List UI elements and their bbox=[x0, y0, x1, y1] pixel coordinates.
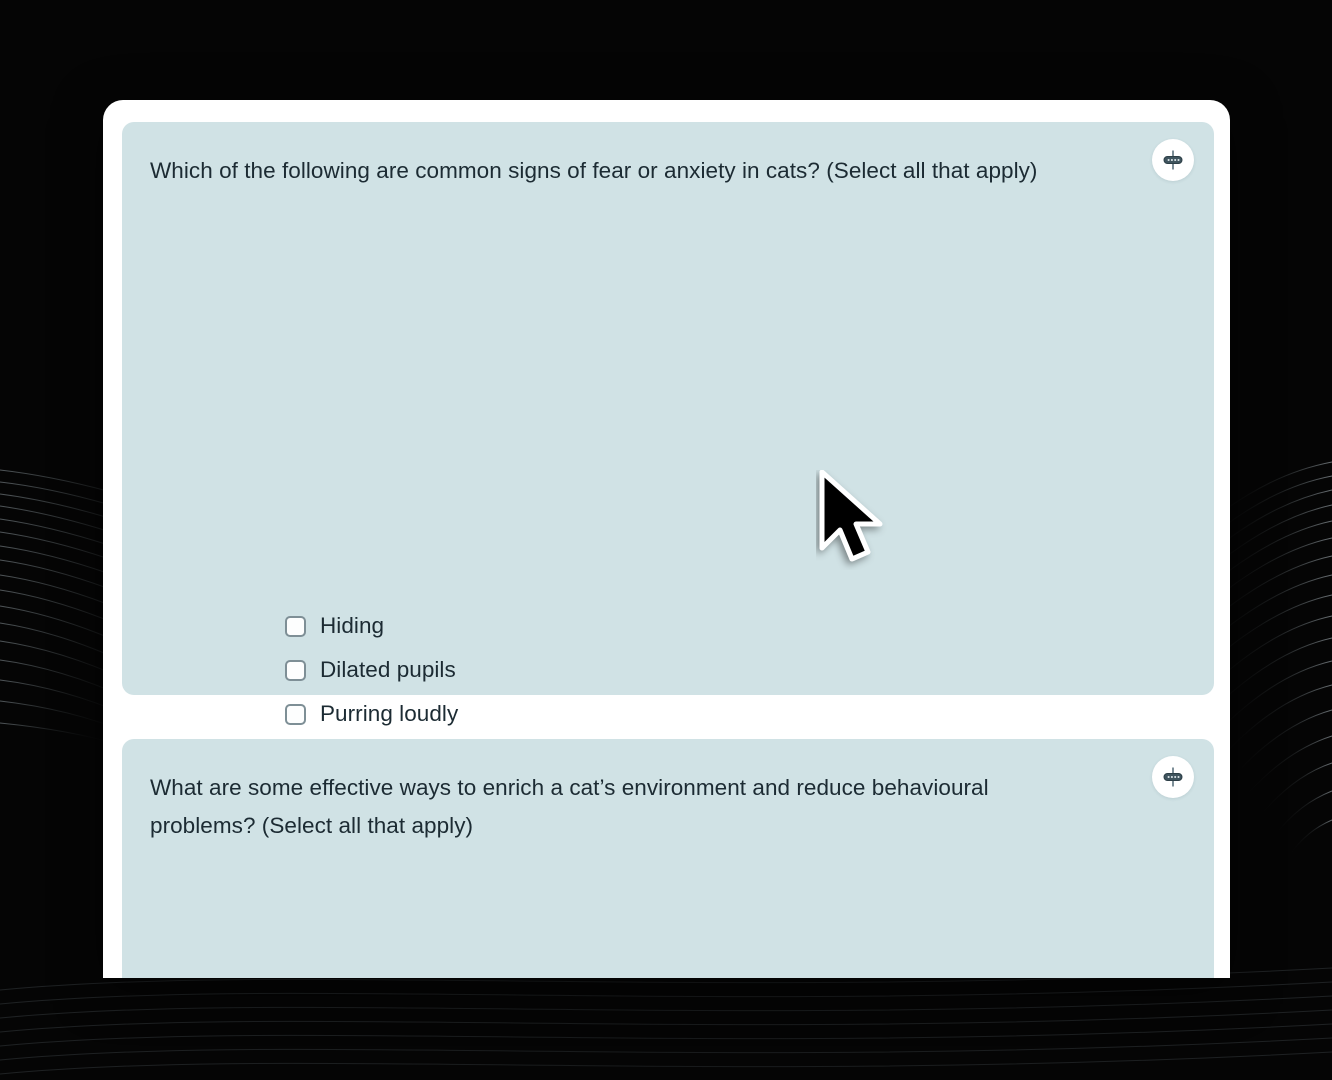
drag-handle-glyph bbox=[1162, 149, 1184, 171]
option-row[interactable] bbox=[285, 692, 485, 736]
checkbox-unchecked-icon[interactable] bbox=[285, 660, 306, 681]
question-text: What are some effective ways to enrich a cat’s environment and reduce behavioural problems? (Select all that apply) bbox=[150, 775, 989, 838]
drag-handle-icon[interactable] bbox=[1152, 139, 1194, 181]
question-card[interactable] bbox=[122, 739, 1214, 978]
checkbox-unchecked-icon[interactable] bbox=[285, 704, 306, 725]
option-label: Dilated pupils bbox=[320, 657, 456, 682]
quiz-window-panel bbox=[103, 100, 1230, 978]
drag-handle-icon[interactable] bbox=[1152, 756, 1194, 798]
option-row[interactable] bbox=[285, 604, 485, 648]
drag-handle-glyph bbox=[1162, 766, 1184, 788]
option-row[interactable] bbox=[285, 648, 485, 692]
option-label: Purring loudly bbox=[320, 701, 459, 726]
checkbox-unchecked-icon[interactable] bbox=[285, 616, 306, 637]
question-text: Which of the following are common signs of fear or anxiety in cats? (Select all that apply) bbox=[150, 158, 1038, 183]
option-label: Hiding bbox=[320, 613, 385, 638]
question-card[interactable] bbox=[122, 122, 1214, 726]
